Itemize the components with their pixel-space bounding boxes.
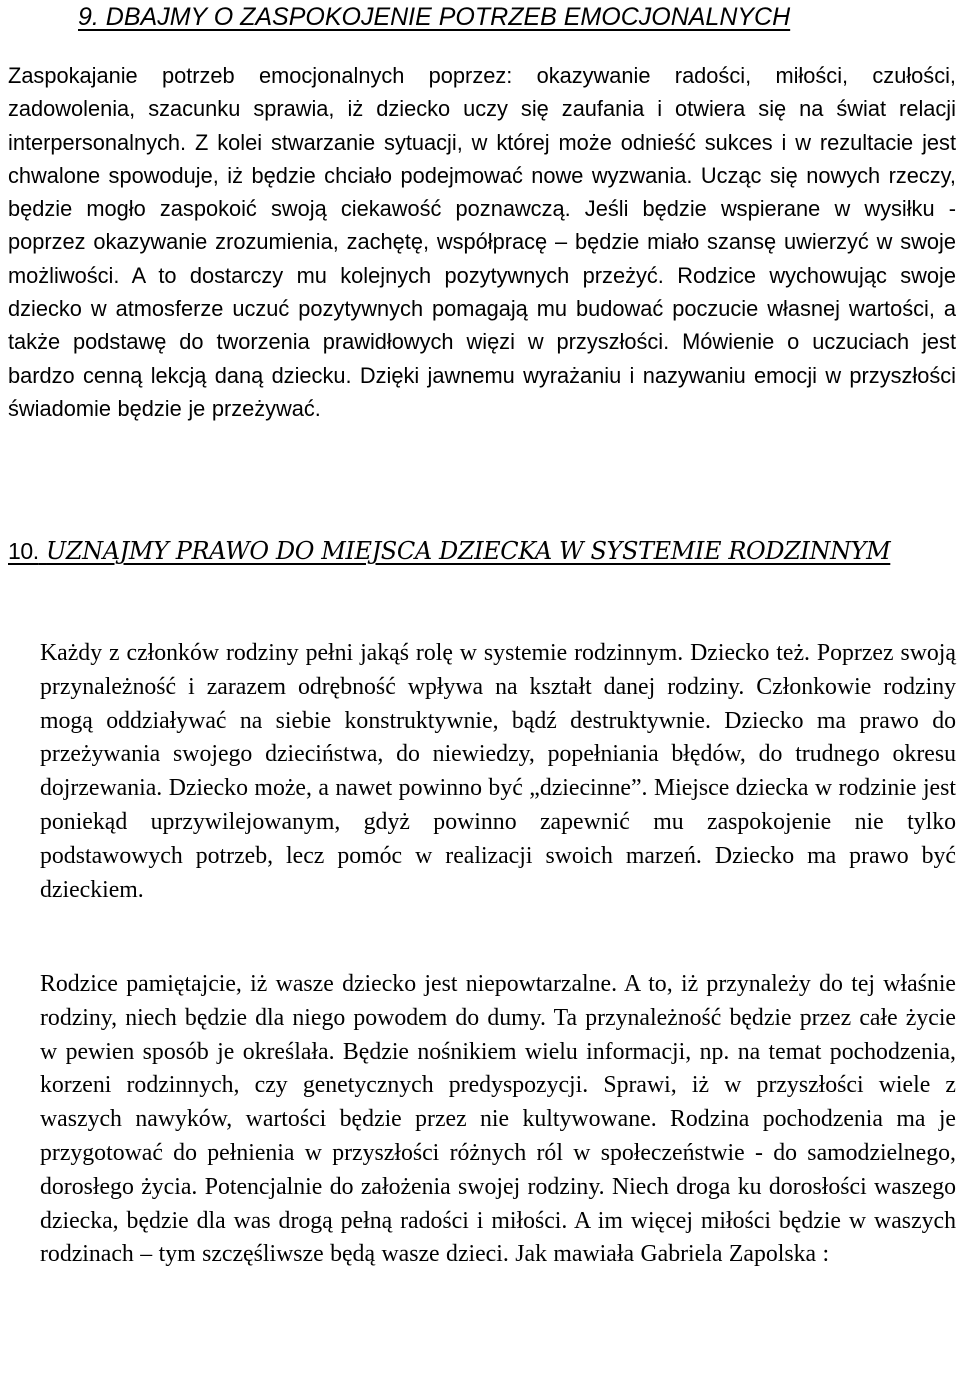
section-9-heading: 9. DBAJMY O ZASPOKOJENIE POTRZEB EMOCJONALNYCH: [78, 3, 791, 31]
section-10-heading-number: 10.: [8, 538, 39, 564]
section-10-paragraph-1: Każdy z członków rodziny pełni jakąś rolę w systemie rodzinnym. Dziecko też. Poprzez swoją przynależność i zarazem odrębność wpływa na kształt danej rodziny. Członkowie rodziny mogą oddziaływać na siebie konstruktywnie, bądź destruktywnie. Dziecko ma prawo do przeżywania swojego dzieciństwa, do niewiedzy, popełniania błędów, do trudnego okresu dojrzewania. Dziecko może, a nawet powinno być „dziecinne”. Miejsce dziecka w rodzinie jest poniekąd uprzywilejowanym, gdyż powinno zapewnić mu zaspokojenie nie tylko podstawowych potrzeb, lecz pomóc w realizacji swoich marzeń. Dziecko ma prawo być dzieckiem.: [40, 640, 956, 903]
section-9-paragraph: Zaspokajanie potrzeb emocjonalnych poprzez: okazywanie radości, miłości, czułości, zadowolenia, szacunku sprawia, iż dziecko uczy się zaufania i otwiera się na świat relacji interpersonalnych. Z kolei stwarzanie sytuacji, w której może odnieść sukces i w rezultacie jest chwalone spowoduje, iż będzie chciało podejmować nowe wyzwania. Ucząc się nowych rzeczy, będzie mogło zaspokoić swoją ciekawość poznawczą. Jeśli będzie wspierane w wysiłku - poprzez okazywanie zrozumienia, zachętę, współpracę – będzie miało szansę uwierzyć w swoje możliwości. A to dostarczy mu kolejnych pozytywnych przeżyć. Rodzice wychowując swoje dziecko w atmosferze uczuć pozytywnych pomagają mu budować poczucie własnej wartości, a także podstawę do tworzenia prawidłowych więzi w przyszłości. Mówienie o uczuciach jest bardzo cenną lekcją daną dziecku. Dzięki jawnemu wyrażaniu i nazywaniu emocji w przyszłości świadomie będzie je przeżywać.: [8, 63, 956, 421]
section-10-heading-text: UZNAJMY PRAWO DO MIEJSCA DZIECKA W SYSTEMIE RODZINNYM: [46, 537, 891, 565]
section-10-heading: [8, 533, 956, 569]
section-10-paragraph-2: Rodzice pamiętajcie, iż wasze dziecko jest niepowtarzalne. A to, iż przynależy do tej właśnie rodziny, niech będzie dla niego powodem do dumy. Ta przynależność będzie przez całe życie w pewien sposób je określała. Będzie nośnikiem wielu informacji, np. na temat pochodzenia, korzeni rodzinnych, czy genetycznych predyspozycji. Sprawi, iż w przyszłości wiele z waszych nawyków, wartości będzie przez nie kultywowane. Rodzina pochodzenia ma je przygotować do pełnienia w przyszłości różnych ról w społeczeństwie - do samodzielnego, dorosłego życia. Potencjalnie do założenia swojej rodziny. Niech droga ku dorosłości waszego dziecka, będzie dla was drogą pełną radości i miłości. A im więcej miłości będzie w waszych rodzinach – tym szczęśliwsze będą wasze dzieci. Jak mawiała Gabriela Zapolska :: [40, 971, 956, 1268]
